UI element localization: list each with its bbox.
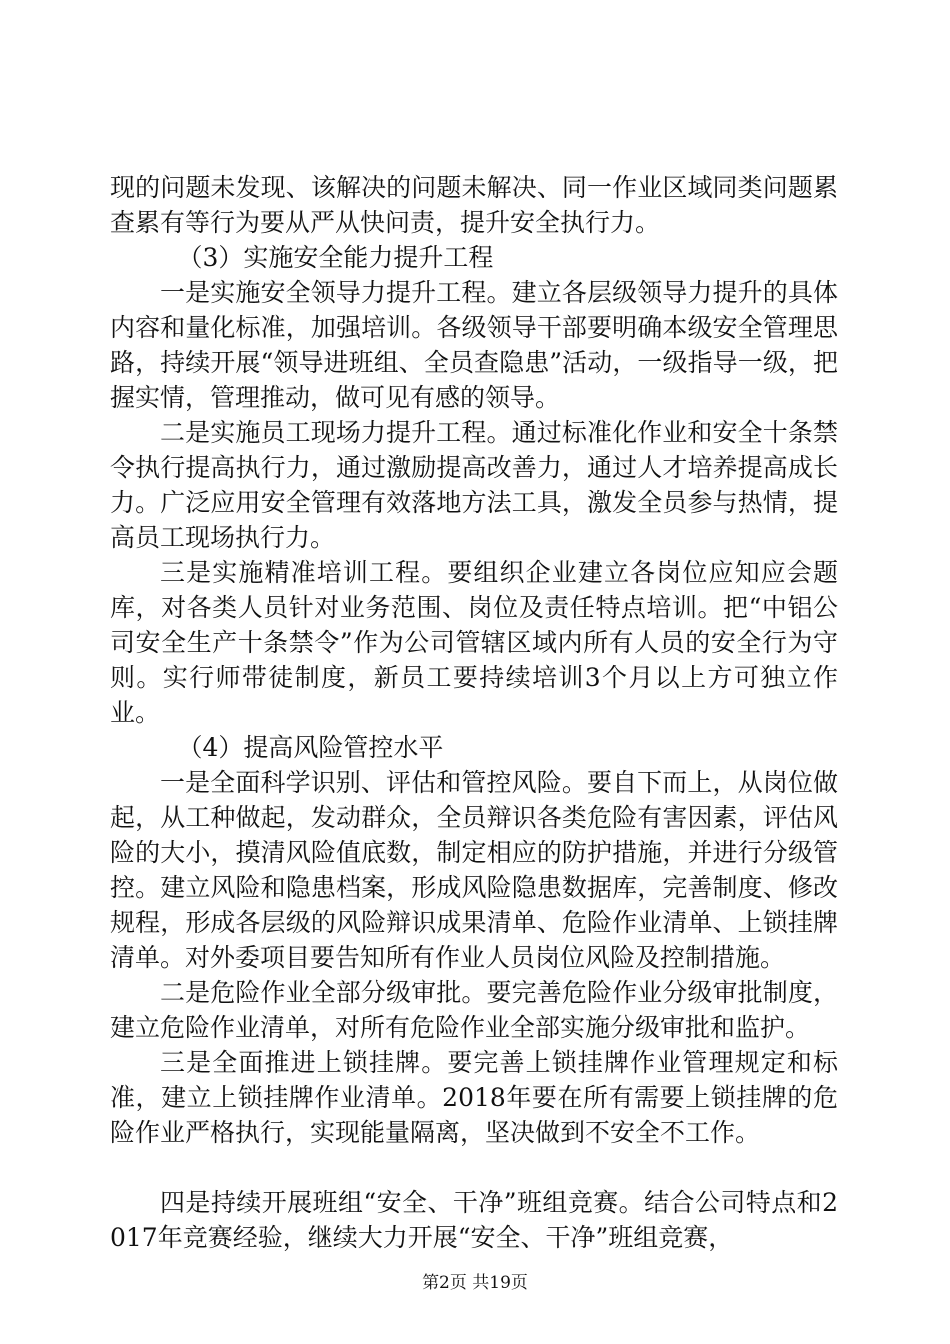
paragraph-risk-identification: 一是全面科学识别、评估和管控风险。要自下而上，从岗位做起，从工种做起，发动群众，全员辩识各类危险有害因素，评估风险的大小，摸清风险值底数，制定相应的防护措施，并进行分级管控。建立风险和隐患档案，形成风险隐患数据库，完善制度、修改规程，形成各层级的风险辩识成果清单、危险作业清单、上锁挂牌清单。对外委项目要告知所有作业人员岗位风险及控制措施。 [110, 768, 838, 972]
paragraph-continuation: 现的问题未发现、该解决的问题未解决、同一作业区域同类问题累查累有等行为要从严从快问责，提升安全执行力。 [110, 173, 838, 237]
section-heading-3: （3）实施安全能力提升工程 [177, 243, 494, 272]
paragraph-lockout-tagout: 三是全面推进上锁挂牌。要完善上锁挂牌作业管理规定和标准，建立上锁挂牌作业清单。2018年要在所有需要上锁挂牌的危险作业严格执行，实现能量隔离，坚决做到不安全不工作。 [110, 1048, 838, 1147]
paragraph-hazard-approval: 二是危险作业全部分级审批。要完善危险作业分级审批制度，建立危险作业清单，对所有危险作业全部实施分级审批和监护。 [110, 978, 838, 1042]
paragraph-leadership: 一是实施安全领导力提升工程。建立各层级领导力提升的具体内容和量化标准，加强培训。各级领导干部要明确本级安全管理思路，持续开展“领导进班组、全员查隐患”活动，一级指导一级，把握实情，管理推动，做可见有感的领导。 [110, 278, 838, 412]
section-heading-4: （4）提高风险管控水平 [177, 733, 444, 762]
paragraph-field-capability: 二是实施员工现场力提升工程。通过标准化作业和安全十条禁令执行提高执行力，通过激励提高改善力，通过人才培养提高成长力。广泛应用安全管理有效落地方法工具，激发全员参与热情，提高员工现场执行力。 [110, 418, 838, 552]
paragraph-team-competition: 四是持续开展班组“安全、干净”班组竞赛。结合公司特点和2017年竞赛经验，继续大力开展“安全、干净”班组竞赛， [110, 1188, 838, 1252]
page-number-footer: 第2页 共19页 [422, 1273, 528, 1293]
document-body [110, 170, 838, 1255]
paragraph-training: 三是实施精准培训工程。要组织企业建立各岗位应知应会题库，对各类人员针对业务范围、岗位及责任特点培训。把“中铝公司安全生产十条禁令”作为公司管辖区域内所有人员的安全行为守则。实行师带徒制度，新员工要持续培训3个月以上方可独立作业。 [110, 558, 838, 727]
